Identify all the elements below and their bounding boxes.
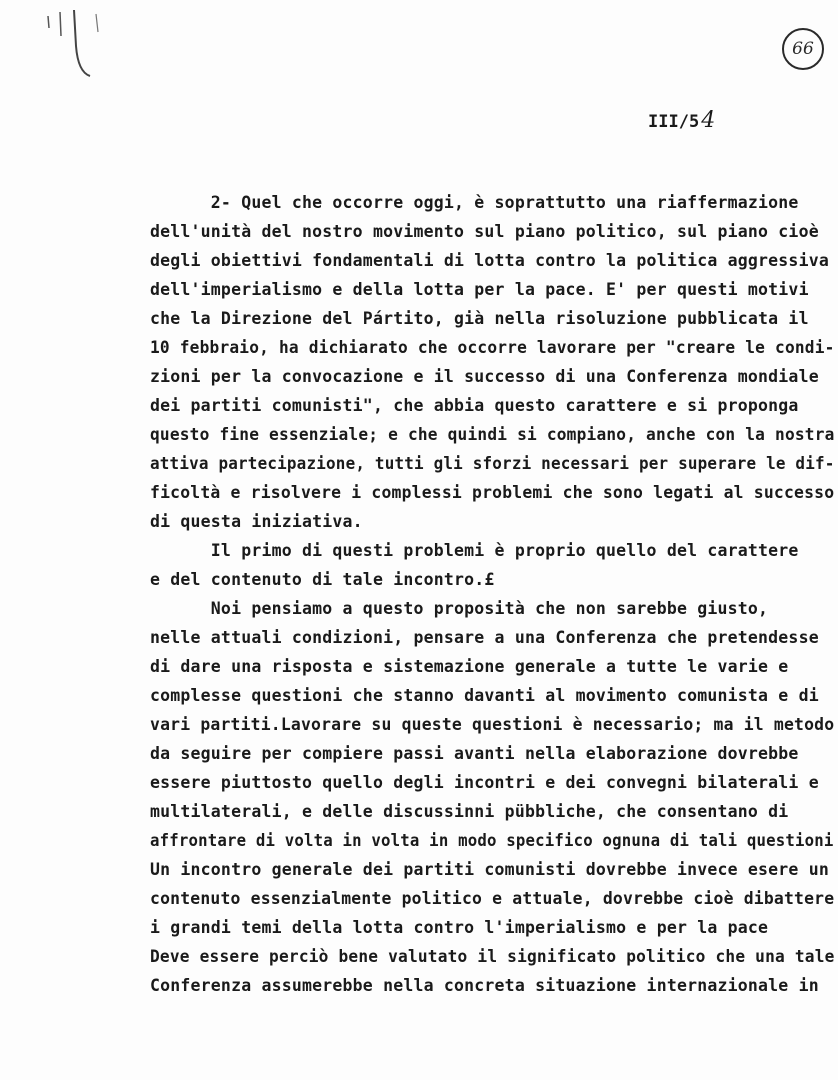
text-line: questo fine essenziale; e che quindi si compiano, anche con la nostra xyxy=(150,425,835,444)
text-line: dell'imperialismo e della lotta per la pace. E' per questi motivi xyxy=(150,280,809,299)
text-line: contenuto essenzialmente politico e attuale, dovrebbe cioè dibattere xyxy=(150,889,835,908)
text-line: affrontare di volta in volta in modo specifico ognuna di tali questioni xyxy=(150,831,834,850)
text-line: di questa iniziativa. xyxy=(150,512,363,531)
text-line: Conferenza assumerebbe nella concreta situazione internazionale in xyxy=(150,976,819,995)
text-line: 10 febbraio, ha dichiarato che occorre lavorare per "creare le condi- xyxy=(150,338,835,357)
text-line: dell'unità del nostro movimento sul piano politico, sul piano cioè xyxy=(150,222,819,241)
reference-handwritten: 4 xyxy=(701,108,716,133)
text-line: di dare una risposta e sistemazione generale a tutte le varie e xyxy=(150,657,789,676)
text-line: ficoltà e risolvere i complessi problemi che sono legati al successo xyxy=(150,483,835,502)
text-line: Deve essere perciò bene valutato il significato politico che una tale xyxy=(150,947,835,966)
text-line: attiva partecipazione, tutti gli sforzi necessari per superare le dif- xyxy=(150,454,835,473)
text-line: vari partiti.Lavorare su queste questioni è necessario; ma il metodo xyxy=(150,715,835,734)
text-line: essere piuttosto quello degli incontri e dei convegni bilaterali e xyxy=(150,773,819,792)
corner-scribble-icon xyxy=(44,6,114,86)
text-line: 2- Quel che occorre oggi, è soprattutto una riaffermazione xyxy=(150,193,799,212)
text-line: Il primo di questi problemi è proprio quello del carattere xyxy=(150,541,799,560)
text-line: Noi pensiamo a questo proposità che non sarebbe giusto, xyxy=(150,599,769,618)
text-line: nelle attuali condizioni, pensare a una Conferenza che pretendesse xyxy=(150,628,819,647)
text-line: Un incontro generale dei partiti comunisti dovrebbe invece esere un xyxy=(150,860,829,879)
reference-typed: III/5 xyxy=(648,112,700,132)
text-line: i grandi temi della lotta contro l'imperialismo e per la pace xyxy=(150,918,769,937)
text-line: multilaterali, e delle discussinni pübbliche, che consentano di xyxy=(150,802,789,821)
text-line: dei partiti comunisti", che abbia questo carattere e si proponga xyxy=(150,396,799,415)
text-line: e del contenuto di tale incontro.£ xyxy=(150,570,495,589)
text-line: complesse questioni che stanno davanti al movimento comunista e di xyxy=(150,686,819,705)
text-line: zioni per la convocazione e il successo di una Conferenza mondiale xyxy=(150,367,819,386)
text-line: da seguire per compiere passi avanti nella elaborazione dovrebbe xyxy=(150,744,799,763)
page-number-stamp: 66 xyxy=(782,28,824,70)
text-line: degli obiettivi fondamentali di lotta contro la politica aggressiva xyxy=(150,251,829,270)
text-line: che la Direzione del Pártito, già nella risoluzione pubblicata il xyxy=(150,309,809,328)
document-reference xyxy=(648,108,715,133)
